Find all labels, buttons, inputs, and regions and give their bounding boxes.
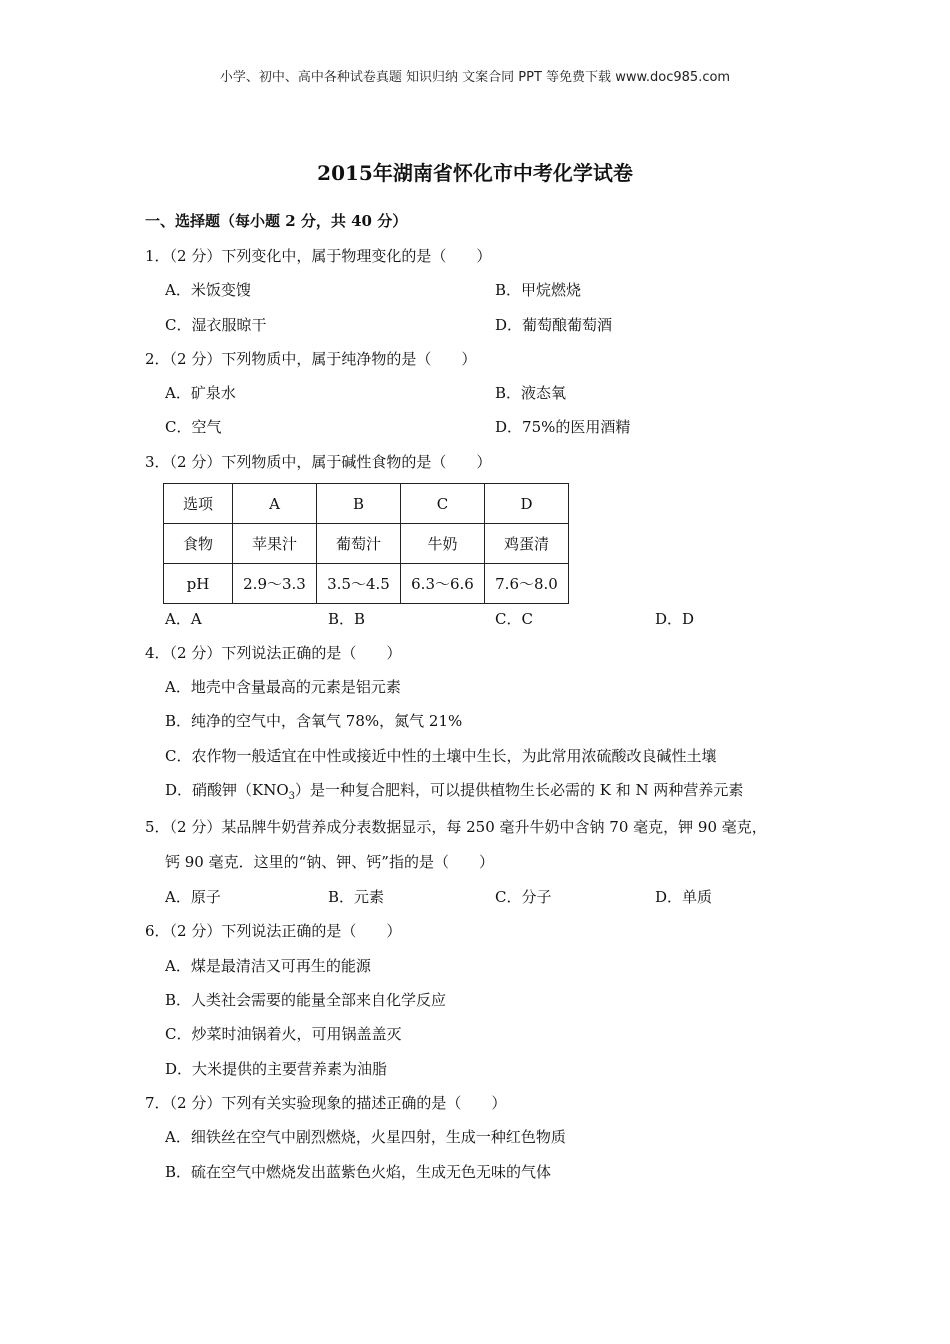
table-cell: 牛奶: [401, 524, 485, 564]
question-1-option-a: A．米饭变馊: [165, 281, 251, 299]
question-4-option-a: A．地壳中含量最高的元素是铝元素: [165, 678, 401, 696]
question-7-option-a: A．细铁丝在空气中剧烈燃烧，火星四射，生成一种红色物质: [165, 1128, 566, 1146]
question-3-option-b: B．B: [328, 610, 366, 628]
table-row: [164, 524, 569, 564]
question-7-option-b: B．硫在空气中燃烧发出蓝紫色火焰，生成无色无味的气体: [165, 1163, 552, 1181]
table-row: [164, 484, 569, 524]
question-5-option-b: B．元素: [328, 888, 385, 906]
table-cell: pH: [164, 564, 233, 604]
table-cell: 7.6～8.0: [485, 564, 569, 604]
question-5-stem: 5．（2 分）某品牌牛奶营养成分表数据显示，每 250 毫升牛奶中含钠 70 毫克，钾 90 毫克，: [145, 818, 767, 836]
ph-table: [163, 483, 569, 604]
question-2-option-c: C．空气: [165, 418, 222, 436]
question-1-stem: 1．（2 分）下列变化中，属于物理变化的是（ ）: [145, 247, 492, 265]
question-3-option-c: C．C: [495, 610, 533, 628]
table-cell: 苹果汁: [233, 524, 317, 564]
question-5-option-a: A．原子: [165, 888, 221, 906]
question-4-stem: 4．（2 分）下列说法正确的是（ ）: [145, 644, 402, 662]
subscript-3: 3: [288, 791, 296, 802]
table-row: [164, 564, 569, 604]
question-2-option-b: B．液态氧: [495, 384, 567, 402]
question-3-option-a: A．A: [165, 610, 202, 628]
question-5-stem-continued: 钙 90 毫克．这里的“钠、钾、钙”指的是（ ）: [165, 853, 494, 871]
question-6-option-d: D．大米提供的主要营养素为油脂: [165, 1060, 388, 1078]
question-6-option-a: A．煤是最清洁又可再生的能源: [165, 957, 371, 975]
option-d-text-end: ）是一种复合肥料，可以提供植物生长必需的 K 和 N 两种营养元素: [295, 781, 744, 799]
table-cell: A: [233, 484, 317, 524]
table-cell: C: [401, 484, 485, 524]
table-cell: 食物: [164, 524, 233, 564]
question-1-option-d: D．葡萄酿葡萄酒: [495, 316, 613, 334]
question-6-option-b: B．人类社会需要的能量全部来自化学反应: [165, 991, 447, 1009]
question-2-option-a: A．矿泉水: [165, 384, 236, 402]
table-cell: 葡萄汁: [317, 524, 401, 564]
table-cell: 2.9～3.3: [233, 564, 317, 604]
question-4-option-d: [165, 780, 743, 807]
question-1-option-b: B．甲烷燃烧: [495, 281, 582, 299]
page-header-banner: 小学、初中、高中各种试卷真题 知识归纳 文案合同 PPT 等免费下载 www.doc985.com: [219, 70, 731, 85]
question-5-option-d: D．单质: [655, 888, 713, 906]
table-cell: B: [317, 484, 401, 524]
table-cell: 3.5～4.5: [317, 564, 401, 604]
table-cell: 6.3～6.6: [401, 564, 485, 604]
question-6-stem: 6．（2 分）下列说法正确的是（ ）: [145, 922, 402, 940]
table-cell: 鸡蛋清: [485, 524, 569, 564]
question-2-stem: 2．（2 分）下列物质中，属于纯净物的是（ ）: [145, 350, 477, 368]
question-4-option-b: B．纯净的空气中，含氧气 78%，氮气 21%: [165, 712, 463, 730]
section-heading: 一、选择题（每小题 2 分，共 40 分）: [145, 212, 408, 230]
page-title: 2015年湖南省怀化市中考化学试卷: [317, 161, 633, 185]
question-1-option-c: C．湿衣服晾干: [165, 316, 267, 334]
question-2-option-d: D．75%的医用酒精: [495, 418, 631, 436]
table-cell: D: [485, 484, 569, 524]
table-cell: 选项: [164, 484, 233, 524]
question-3-stem: 3．（2 分）下列物质中，属于碱性食物的是（ ）: [145, 453, 492, 471]
question-7-stem: 7．（2 分）下列有关实验现象的描述正确的是（ ）: [145, 1094, 507, 1112]
question-6-option-c: C．炒菜时油锅着火，可用锅盖盖灭: [165, 1025, 402, 1043]
question-4-option-c: C．农作物一般适宜在中性或接近中性的土壤中生长，为此常用浓硫酸改良碱性土壤: [165, 747, 717, 765]
question-3-option-d: D．D: [655, 610, 695, 628]
question-5-option-c: C．分子: [495, 888, 552, 906]
option-d-text-start: D．硝酸钾（KNO: [165, 781, 289, 799]
